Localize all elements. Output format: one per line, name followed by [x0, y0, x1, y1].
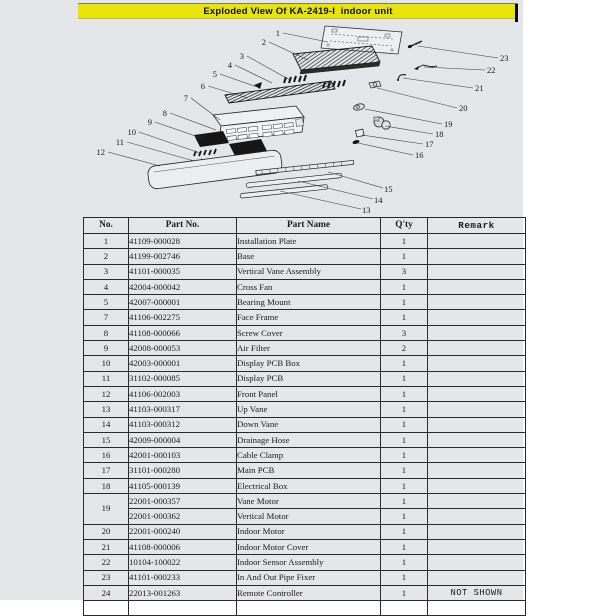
- cell-no: 13: [84, 402, 129, 417]
- cell-remark: [428, 417, 526, 432]
- callout-leader-line: [403, 78, 473, 88]
- cell-part-name: Display PCB Box: [237, 356, 381, 371]
- cell-part-name: Vertical Motor: [237, 509, 381, 524]
- cell-part-name: Indoor Motor: [237, 524, 381, 539]
- cell-remark: [428, 295, 526, 310]
- cell-remark: [428, 371, 526, 386]
- cell-remark: [428, 601, 526, 616]
- table-row: [84, 570, 526, 585]
- table-header-row: [84, 218, 526, 234]
- callout-leader-line: [424, 67, 485, 70]
- parts-table-body: [84, 234, 526, 616]
- cell-qty: 1: [381, 448, 428, 463]
- callout-leader-line: [127, 142, 194, 161]
- table-row: [84, 371, 526, 386]
- callout-number: 7: [184, 93, 188, 103]
- cell-remark: [428, 279, 526, 294]
- table-row: [84, 509, 526, 524]
- part-vane-motor: [353, 103, 365, 111]
- cell-remark: [428, 356, 526, 371]
- table-row: [84, 417, 526, 432]
- cell-part-no: 41101-000035: [129, 264, 237, 279]
- cell-qty: 1: [381, 509, 428, 524]
- part-bearing-mount: [254, 82, 262, 89]
- cell-remark: [428, 432, 526, 447]
- cell-part-name: Vane Motor: [237, 494, 381, 509]
- cell-qty: 1: [381, 310, 428, 325]
- cell-qty: 1: [381, 524, 428, 539]
- callout-number: 6: [201, 81, 205, 91]
- table-row: [84, 555, 526, 570]
- cell-part-name: Indoor Sensor Assembly: [237, 555, 381, 570]
- cell-remark: [428, 448, 526, 463]
- cell-qty: 1: [381, 432, 428, 447]
- cell-qty: 1: [381, 402, 428, 417]
- header-qty: Q'ty: [381, 218, 428, 234]
- callout-leader-line: [191, 98, 220, 120]
- cell-part-name: Screw Cover: [237, 325, 381, 340]
- cell-no: 5: [84, 295, 129, 310]
- cell-part-no: 42008-000053: [129, 341, 237, 356]
- table-row: [84, 310, 526, 325]
- part-indoor-motor-cover: [397, 75, 406, 81]
- table-row: [84, 463, 526, 478]
- cell-part-name: Bearing Mount: [237, 295, 381, 310]
- callout-number: 20: [459, 103, 468, 113]
- cell-no: 12: [84, 386, 129, 401]
- header-remark: Remark: [428, 218, 526, 234]
- cell-no: [84, 601, 129, 616]
- callout-number: 14: [374, 195, 383, 205]
- callout-leader-line: [269, 42, 308, 60]
- cell-remark: [428, 463, 526, 478]
- callout-number: 5: [213, 69, 217, 79]
- cell-remark: [428, 234, 526, 249]
- cell-part-no: 41199-002746: [129, 249, 237, 264]
- cell-qty: 3: [381, 325, 428, 340]
- cell-part-name: Down Vane: [237, 417, 381, 432]
- header-part-no: Part No.: [129, 218, 237, 234]
- cell-part-name: Cross Fan: [237, 279, 381, 294]
- table-row: [84, 279, 526, 294]
- cell-no: 21: [84, 539, 129, 554]
- callout-leader-line: [385, 126, 433, 134]
- callout-number: 10: [128, 127, 137, 137]
- cell-part-name: Installation Plate: [237, 234, 381, 249]
- exploded-view-diagram: [80, 20, 520, 216]
- table-row: [84, 601, 526, 616]
- cell-part-no: 42004-000042: [129, 279, 237, 294]
- callout-leader-line: [283, 33, 328, 42]
- cell-part-name: Remote Controller: [237, 585, 381, 600]
- cell-part-no: 42001-000103: [129, 448, 237, 463]
- cell-no: 16: [84, 448, 129, 463]
- cell-part-name: Indoor Motor Cover: [237, 539, 381, 554]
- part-base: [293, 46, 380, 74]
- cell-no: 17: [84, 463, 129, 478]
- table-row: [84, 448, 526, 463]
- callout-number: 9: [148, 117, 152, 127]
- cell-qty: 1: [381, 295, 428, 310]
- callout-leader-line: [247, 56, 290, 80]
- cell-qty: 2: [381, 341, 428, 356]
- table-row: [84, 325, 526, 340]
- table-row: [84, 432, 526, 447]
- cell-part-no: 41101-000233: [129, 570, 237, 585]
- table-row: [84, 341, 526, 356]
- cell-remark: [428, 249, 526, 264]
- callout-number: 2: [262, 37, 266, 47]
- callout-leader-line: [377, 88, 457, 108]
- cell-qty: [381, 601, 428, 616]
- cell-qty: 1: [381, 585, 428, 600]
- cell-qty: 1: [381, 494, 428, 509]
- cell-remark: [428, 264, 526, 279]
- cell-part-no: 22001-000240: [129, 524, 237, 539]
- cell-no: 7: [84, 310, 129, 325]
- cell-no: 24: [84, 585, 129, 600]
- cell-part-name: Vertical Vane Assembly: [237, 264, 381, 279]
- cell-no: 9: [84, 341, 129, 356]
- cell-remark: [428, 494, 526, 509]
- callout-number: 3: [240, 51, 244, 61]
- callout-leader-line: [220, 74, 257, 87]
- page-right-margin: [523, 0, 600, 600]
- callout-leader-line: [280, 191, 361, 209]
- cell-part-name: Up Vane: [237, 402, 381, 417]
- cell-no: 4: [84, 279, 129, 294]
- table-row: [84, 295, 526, 310]
- cell-qty: 3: [381, 264, 428, 279]
- table-row: [84, 402, 526, 417]
- callout-leader-line: [362, 135, 423, 144]
- header-part-name: Part Name: [237, 218, 381, 234]
- part-main-pcb: [355, 129, 364, 137]
- cell-no: 19: [84, 494, 129, 525]
- callout-leader-line: [108, 152, 160, 166]
- cell-part-name: Drainage Hose: [237, 432, 381, 447]
- cell-part-name: [237, 601, 381, 616]
- cell-part-no: 31101-000280: [129, 463, 237, 478]
- cell-no: 2: [84, 249, 129, 264]
- table-row: [84, 356, 526, 371]
- table-row: [84, 539, 526, 554]
- cell-part-no: 41103-000317: [129, 402, 237, 417]
- cell-part-no: 41106-002003: [129, 386, 237, 401]
- cell-remark: [428, 570, 526, 585]
- cell-part-name: In And Out Pipe Fixer: [237, 570, 381, 585]
- cell-part-no: 22013-001263: [129, 585, 237, 600]
- cell-part-no: 22001-000362: [129, 509, 237, 524]
- cell-part-name: Base: [237, 249, 381, 264]
- callout-leader-line: [235, 65, 272, 83]
- cell-qty: 1: [381, 234, 428, 249]
- cell-no: 15: [84, 432, 129, 447]
- cell-no: 1: [84, 234, 129, 249]
- parts-table: [83, 217, 526, 616]
- cell-part-name: Main PCB: [237, 463, 381, 478]
- cell-part-name: Air Filter: [237, 341, 381, 356]
- title-bar: [78, 3, 518, 19]
- cell-part-no: 41105-000139: [129, 478, 237, 493]
- cell-no: 8: [84, 325, 129, 340]
- cell-no: 22: [84, 555, 129, 570]
- cell-part-no: 41109-000028: [129, 234, 237, 249]
- callout-number: 16: [415, 150, 424, 160]
- cell-part-name: Display PCB: [237, 371, 381, 386]
- table-row: [84, 249, 526, 264]
- cell-part-no: 10104-100022: [129, 555, 237, 570]
- part-cable-clamp: [352, 139, 360, 144]
- cell-no: 10: [84, 356, 129, 371]
- callout-leader-line: [358, 143, 413, 155]
- cell-no: 11: [84, 371, 129, 386]
- table-row: [84, 386, 526, 401]
- cell-remark: [428, 310, 526, 325]
- part-display-pcb-box: [194, 149, 216, 156]
- table-row: [84, 264, 526, 279]
- cell-qty: 1: [381, 463, 428, 478]
- cell-qty: 1: [381, 555, 428, 570]
- callout-number: 23: [500, 53, 509, 63]
- cell-no: 3: [84, 264, 129, 279]
- cell-part-no: 41106-002275: [129, 310, 237, 325]
- cell-remark: [428, 524, 526, 539]
- header-no: No.: [84, 218, 129, 234]
- callout-number: 12: [97, 147, 106, 157]
- cell-no: 14: [84, 417, 129, 432]
- table-row: [84, 478, 526, 493]
- table-row: [84, 234, 526, 249]
- callout-number: 4: [228, 60, 233, 70]
- cell-part-no: 22001-000357: [129, 494, 237, 509]
- part-pipe-fixer: [407, 41, 422, 49]
- cell-no: 18: [84, 478, 129, 493]
- callout-number: 19: [444, 119, 453, 129]
- cell-remark: [428, 402, 526, 417]
- cell-part-name: Front Panel: [237, 386, 381, 401]
- table-row: [84, 524, 526, 539]
- callout-number: 17: [425, 139, 434, 149]
- cell-qty: 1: [381, 570, 428, 585]
- callout-number: 21: [475, 83, 484, 93]
- part-face-frame: [213, 106, 304, 141]
- cell-remark: [428, 325, 526, 340]
- cell-remark: [428, 539, 526, 554]
- callout-number: 18: [435, 129, 444, 139]
- cell-part-no: 41108-000066: [129, 325, 237, 340]
- cell-part-no: 31102-000085: [129, 371, 237, 386]
- cell-remark: [428, 509, 526, 524]
- callout-leader-line: [328, 172, 383, 188]
- cell-part-no: 42007-000001: [129, 295, 237, 310]
- callout-leader-line: [170, 113, 216, 130]
- cell-qty: 1: [381, 539, 428, 554]
- cell-qty: 1: [381, 386, 428, 401]
- part-cross-fan: [225, 81, 335, 103]
- part-indoor-motor: [369, 81, 381, 88]
- cell-remark: [428, 478, 526, 493]
- cell-part-name: Face Frame: [237, 310, 381, 325]
- cell-part-no: 42009-000004: [129, 432, 237, 447]
- callout-number: 13: [362, 205, 371, 215]
- callout-leader-line: [418, 46, 498, 58]
- callout-number: 22: [487, 65, 496, 75]
- callout-leader-line: [155, 122, 204, 139]
- table-row: [84, 585, 526, 600]
- cell-remark: [428, 341, 526, 356]
- cell-qty: 1: [381, 371, 428, 386]
- callout-number: 11: [116, 137, 124, 147]
- cell-no: 23: [84, 570, 129, 585]
- cell-part-no: [129, 601, 237, 616]
- cell-qty: 1: [381, 279, 428, 294]
- part-electrical-box: [374, 117, 390, 129]
- cell-qty: 1: [381, 478, 428, 493]
- cell-part-no: 42003-000001: [129, 356, 237, 371]
- cell-qty: 1: [381, 249, 428, 264]
- cell-part-name: Cable Clamp: [237, 448, 381, 463]
- cell-remark: [428, 386, 526, 401]
- callout-number: 15: [384, 184, 393, 194]
- table-row: [84, 494, 526, 509]
- callout-number: 8: [163, 108, 167, 118]
- cell-qty: 1: [381, 417, 428, 432]
- callout-number: 1: [276, 28, 280, 38]
- cell-part-no: 41103-000312: [129, 417, 237, 432]
- cell-remark: NOT SHOWN: [428, 585, 526, 600]
- cell-no: 20: [84, 524, 129, 539]
- page-title: Exploded View Of KA-2419-I indoor unit: [203, 6, 392, 17]
- callout-leader-line: [139, 132, 200, 153]
- cell-qty: 1: [381, 356, 428, 371]
- cell-part-no: 41108-000006: [129, 539, 237, 554]
- cell-part-name: Electrical Box: [237, 478, 381, 493]
- cell-remark: [428, 555, 526, 570]
